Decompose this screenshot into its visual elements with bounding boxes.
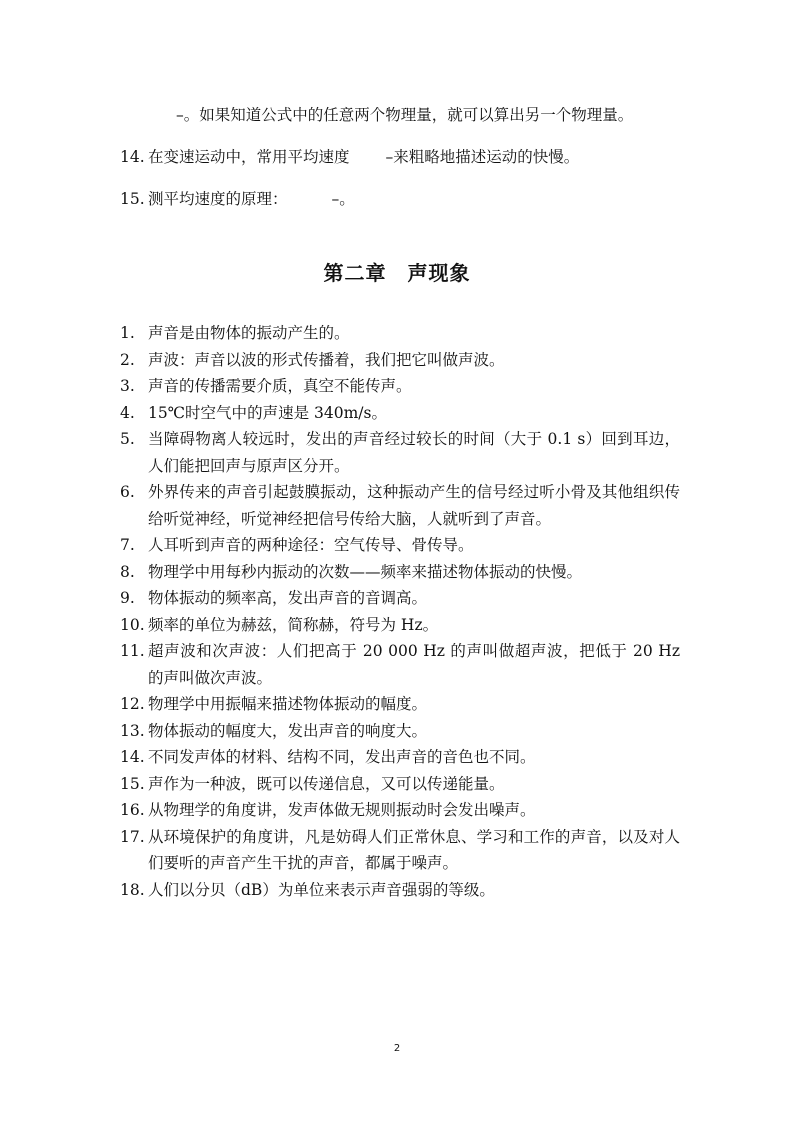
item-number: 1. [120, 324, 135, 342]
item-number: 6. [120, 483, 135, 501]
item-text-part-b: –。 [331, 190, 355, 208]
item-text: 声作为一种波，既可以传递信息，又可以传递能量。 [148, 774, 505, 793]
item-text: 当障碍物离人较远时，发出的声音经过较长的时间（大于 0.1 s）回到耳边，人们能把回声与原声区分开。 [148, 430, 680, 475]
list-item [120, 585, 680, 612]
list-item [120, 612, 680, 639]
list-item [120, 532, 680, 559]
previous-item-15 [120, 187, 355, 211]
item-text: 声音是由物体的振动产生的。 [148, 324, 350, 342]
item-number: 13. [120, 721, 145, 740]
item-number: 14. [120, 748, 145, 766]
list-item [120, 479, 680, 532]
item-text: 物理学中用振幅来描述物体振动的幅度。 [148, 695, 428, 713]
chapter-title: 第二章 声现象 [323, 261, 471, 285]
list-item [120, 426, 680, 479]
item-number: 4. [120, 403, 135, 422]
list-item [120, 400, 680, 427]
item-number: 12. [120, 695, 145, 713]
item-text: 超声波和次声波：人们把高于 20 000 Hz 的声叫做超声波，把低于 20 Hz 的声叫做次声波。 [148, 642, 680, 687]
item-number: 10. [120, 615, 145, 634]
item-text: 物理学中用每秒内振动的次数——频率来描述物体振动的快慢。 [148, 562, 583, 581]
item-text: 15℃时空气中的声速是 340m/s。 [148, 403, 387, 422]
list-item [120, 797, 680, 824]
list-item [120, 347, 680, 374]
item-text: 人耳听到声音的两种途径：空气传导、骨传导。 [148, 536, 474, 554]
item-text: 声波：声音以波的形式传播着，我们把它叫做声波。 [148, 350, 505, 369]
item-text: 不同发声体的材料、结构不同，发出声音的音色也不同。 [148, 748, 536, 766]
list-item [120, 744, 680, 771]
numbered-list [120, 320, 680, 903]
page-number: 2 [393, 1043, 401, 1054]
item-text: 物体振动的频率高，发出声音的音调高。 [148, 589, 428, 607]
item-number: 17. [120, 827, 145, 846]
item-number: 14. [120, 148, 145, 166]
item-number: 16. [120, 801, 145, 819]
item-number: 2. [120, 350, 135, 369]
previous-item-14 [120, 145, 579, 169]
item-text: 从环境保护的角度讲，凡是妨碍人们正常休息、学习和工作的声音，以及对人们要听的声音产生干扰的声音，都属于噪声。 [148, 827, 680, 872]
item-number: 15. [120, 190, 145, 208]
item-number: 15. [120, 774, 145, 793]
item-text: 频率的单位为赫兹，简称赫，符号为 Hz。 [148, 615, 439, 634]
item-text-part-b: –来粗略地描述运动的快慢。 [385, 148, 580, 166]
item-number: 5. [120, 430, 135, 448]
item-text: 从物理学的角度讲，发声体做无规则振动时会发出噪声。 [148, 801, 536, 819]
list-item [120, 638, 680, 691]
item-number: 18. [120, 880, 145, 899]
item-number: 3. [120, 377, 135, 395]
item-text: 外界传来的声音引起鼓膜振动，这种振动产生的信号经过听小骨及其他组织传给听觉神经，听觉神经把信号传给大脑，人就听到了声音。 [148, 483, 680, 528]
list-item [120, 559, 680, 586]
item-number: 9. [120, 589, 135, 607]
item-text-part-a: 测平均速度的原理： [148, 190, 288, 208]
item-number: 7. [120, 536, 135, 554]
list-item [120, 771, 680, 798]
list-item [120, 373, 680, 400]
list-item [120, 320, 680, 347]
carry-over-line: –。如果知道公式中的任意两个物理量，就可以算出另一个物理量。 [176, 106, 634, 124]
list-item [120, 691, 680, 718]
item-text: 人们以分贝（dB）为单位来表示声音强弱的等级。 [148, 880, 495, 899]
item-text: 物体振动的幅度大，发出声音的响度大。 [148, 721, 428, 740]
item-number: 8. [120, 562, 135, 581]
item-number: 11. [120, 642, 145, 660]
item-text-part-a: 在变速运动中，常用平均速度 [148, 148, 350, 166]
list-item [120, 877, 680, 904]
list-item [120, 718, 680, 745]
item-text: 声音的传播需要介质，真空不能传声。 [148, 377, 412, 395]
list-item [120, 824, 680, 877]
